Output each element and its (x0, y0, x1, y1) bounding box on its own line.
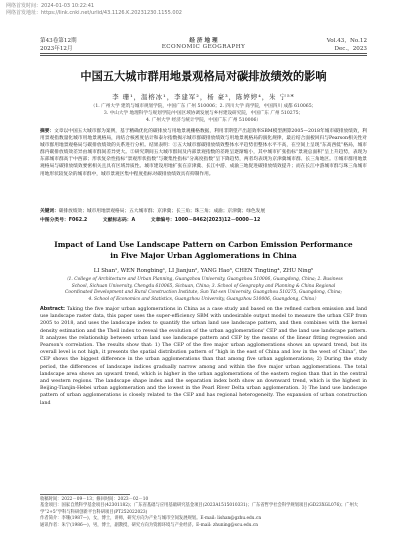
affiliation-en-line: Coordinated Development and Rural Construction Institute, Sun Yat-sen University, Guangzhou 510275, Guangdong, China; (65, 290, 342, 296)
header-rule-thin (40, 55, 367, 56)
affiliation-cn-line: 3. 中山大学 地理科学与规划学院/中国区域协调发展与乡村建设研究院，中国广东 广州 510275； (103, 111, 304, 117)
title-cn: 中国五大城市群用地景观格局对碳排放绩效的影响 (80, 70, 327, 83)
journal-name-cn: 经 济 地 理 (189, 38, 218, 44)
affiliation-cn-line: （1. 广州大学 建筑与城市规划学院，中国广东 广州 510006；2. 四川大学 商学院，中国四川 成都 610065； (90, 104, 317, 109)
clc-code: 中图分类号：F062.2 (40, 218, 88, 223)
footnote-corresponding: 通讯作者：朱宁(1986—)，男，博士，副教授，研究方向为资源环境与产业经济。E-mail: zhuning@scu.edu.cn (40, 522, 259, 528)
footnote-author: 作者简介：李珊(1987—)，女，博士，讲师，研究方向为产业与城市空间发展规划。E-mail: lishan@gzhu.edu.cn (40, 516, 262, 522)
abstract-cn-label: 摘要： (40, 129, 55, 134)
affiliation-en-line: School, Sichuan University, Chengdu 610065, Sichuan, China; 3. School of Geography and Planning & China Regional (71, 283, 336, 289)
journal-name-en: ECONOMIC GEOGRAPHY (161, 44, 246, 50)
classification-cn (40, 216, 367, 223)
footnotes (40, 497, 367, 529)
date-en: Dec.，2023 (334, 46, 367, 52)
publication-meta (6, 3, 182, 17)
affiliations-en (30, 277, 377, 303)
date-cn: 2023年12月 (40, 46, 73, 52)
keywords-cn-text: 碳排放绩效；城市用地景观格局；五大城市群；京津冀；长三角；珠三角；成渝；京津冀；绿色发展 (58, 209, 266, 214)
title-en: Impact of Land Use Landscape Pattern on Carbon Emission Performance in Five Major Urban Agglomerations in China (54, 240, 353, 260)
publish-time: 网络首发时间：2024-01-03 10:22:41 (6, 3, 95, 9)
keywords-cn-label: 关键词： (40, 209, 59, 214)
volume-en: Vol.43，No.12 (326, 38, 367, 44)
affiliation-cn-line: 4. 广州大学 经济与统计学院，中国广东 广州 510006） (145, 118, 262, 124)
abstract-en-text: Taking the five major urban agglomerations in China as a case study and based on the refined carbon emission and land use landscape raster data, this paper uses the super-efficiency SBM with undesirable output model to measure the urban CEP from 2005 to 2018, and uses the landscape index to quantify the urban land use landscape pattern, and then combines with the kernel density estimation and the Theil index to reveal the evolution of the urban agglomerations' CEP and the land use landscape pattern. It analyzes the relationship between urban land use landscape pattern and CEP by the means of the linear fitting regression and Pearson's correlation. The results show that: 1) The CEP of the five major urban agglomerations shows an upward trend, but its overall level is not high, it presents the spatial distribution pattern of “high in the east of China and low in the west of China”, the CEP shows the biggest difference in the urban agglomerations than that among five urban agglomerations; 2) During the study period, the differences of landscape indices gradually narrow among and within the five major urban agglomerations. The total landscape area shows an upward trend, which is higher in the urban agglomerations of the eastern region than that in the central and western regions. The landscape shape index and the separation index both show an downward trend, which is the highest in Beijing-Tianjin-Hebei urban agglomeration and the lowest in the Pearl River Delta urban agglomeration. 3) The land use landscape pattern of urban agglomerations is closely related to the CEP and has regional heterogeneity. The expansion of urban construction land (40, 307, 367, 406)
publish-url[interactable]: 网络首发地址：https://link.cnki.net/urlid/43.1126.K.20231230.1155.002 (6, 10, 182, 16)
authors-en: LI Shan¹, WEN Rongbing¹, LI Jianjun², YANG Hao³, CHEN Tingting⁴, ZHU Ning⁵ (93, 268, 314, 274)
abstract-cn (40, 128, 367, 178)
keywords-cn (40, 208, 367, 215)
footnote-received: 收稿时间：2022－09－13；修回时间：2023－02－10 (40, 497, 149, 502)
authors-cn: 李 珊¹，温榕冰¹，李建军²，杨 豪³，陈婷婷⁴，朱 宁⁵* (112, 93, 295, 101)
footnote-funding: 基金项目：国家自然科学基金项目(42301182)；广东省基础与应用基础研究基金项目(2023A1515010331)；广东省哲学社会科学规划项目(GD23XGL076)；广州大学“2+5”学科与科研创新平台科研项目(PT252022023) (40, 503, 359, 515)
abstract-cn-text: 文章以中国五大城市群为案例，基于精确优化的碳排放与用地景观栅格数据，利用非期望产出超效率SBM模型测算2005—2018年城市碳排放绩效，利用景观指数量化城市用地景观格局，再结合核密度估计和泰尔指数揭示城市群碳排放绩效与用地景观格局的演化规律，最后结合面板回归与Pearson相关性对城市群用地景观格局与碳排放绩效的关系进行分析。结果表明：①五大城市群碳排放绩效整体水平趋势但整体水平不高，在空间上呈现“东高西低”格局，城市群内碳排放绩效差异由城市群间差异更大。②研究期间五大城市群间及内部景观指数的差距呈逐渐缩小，其中城市扩张指标“景观总面积”呈上升趋势，表现为东部城市群高于中西部；形状复杂性指标“景观形状指数”与聚集性指标“分离度指数”呈下降趋势，两者均表现为京津冀城市群、长三角地区。③城市群用地景观格局与碳排放绩效要密相关且具有区域异质性。城市建设用地扩张在京津冀、长江中游、成渝三地促进碳排放绩效提升；而在长江中游城市群与珠三角城市用地形状较复杂的城市群中，城市景观区集中程度指标对碳排放绩效具有抑制作用。 (40, 129, 367, 177)
doc-code: 文献标志码：A (102, 218, 136, 223)
abstract-en-label: Abstract: (40, 307, 65, 312)
header-rule (40, 53, 367, 54)
issue-cn: 第43卷第12期 (40, 38, 77, 44)
abstract-en (40, 306, 367, 407)
footnote-rule (40, 494, 130, 495)
affiliations-cn (30, 103, 377, 125)
affiliation-en-line: （1. College of Architecture and Urban Planning, Guangzhou University, Guangzhou 510006, Guangdong, China; 2. Business (64, 277, 343, 282)
affiliation-en-line: 4. School of Economics and Statistics, Guangzhou University, Guangzhou 510006, Guangdong, China） (88, 296, 319, 302)
article-number: 文章编号：1000－8462(2023)12－0000－12 (150, 218, 261, 223)
